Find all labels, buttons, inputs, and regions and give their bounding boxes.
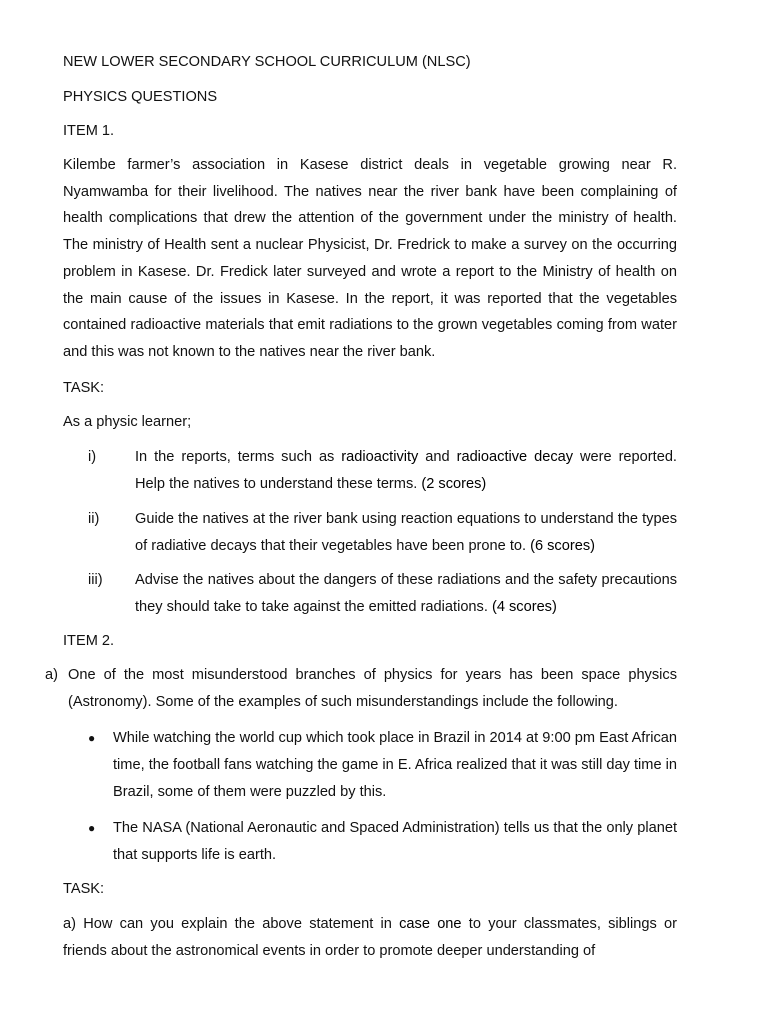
- question-text-part: and: [418, 449, 457, 465]
- question-number: i): [88, 449, 97, 465]
- item1-task-label: TASK:: [63, 380, 105, 396]
- question-text-part: In the reports, terms such as: [135, 449, 342, 465]
- item2-task-a: [63, 911, 677, 964]
- question-number: iii): [88, 572, 103, 588]
- part-a-text: One of the most misunderstood branches of physics for years has been space physics (Astronomy). Some of the examples of such misunderstandings include the following.: [68, 667, 677, 710]
- bullet-icon: ●: [88, 731, 96, 745]
- item2-heading: ITEM 2.: [63, 633, 115, 649]
- item1-scenario: Kilembe farmer’s association in Kasese district deals in vegetable growing near R. Nyamwamba for their livelihood. The natives near the river bank have been complaining of health complications that drew the attention of the government under the ministry of health. The ministry of Health sent a nuclear Physicist, Dr. Fredrick to make a survey on the occurring problem in Kasese. Dr. Fredick later surveyed and wrote a report to the Ministry of health on the main cause of the issues in Kasese. In the report, it was reported that the vegetables contained radioactive materials that emit radiations to the grown vegetables coming from water and this was not known to the natives near the river bank.: [63, 157, 677, 360]
- score-label: (4 scores): [491, 599, 557, 615]
- question-text: [135, 567, 677, 621]
- item1-heading: ITEM 1.: [63, 123, 115, 139]
- item2-task-label: TASK:: [63, 881, 105, 897]
- task-text-part: to your classmates, siblings or friends about the astronomical events in order to promote deeper understanding of: [63, 916, 677, 959]
- score-label: (6 scores): [530, 538, 595, 554]
- question-text-part: were reported. Help the natives to understand these terms.: [135, 449, 677, 492]
- question-text-part: Advise the natives about the dangers of these radiations and the safety precautions they should take to take against the emitted radiations.: [135, 572, 677, 615]
- question-text: [135, 444, 677, 498]
- document-title: NEW LOWER SECONDARY SCHOOL CURRICULUM (NLSC): [63, 54, 471, 70]
- part-label: a): [45, 667, 58, 683]
- document-subtitle: PHYSICS QUESTIONS: [63, 89, 218, 105]
- item1-intro: As a physic learner;: [63, 414, 192, 430]
- question-text-part: Guide the natives at the river bank using reaction equations to understand the types of radiative decays that their vegetables have been prone to.: [135, 511, 677, 554]
- key-term: radioactive decay: [456, 449, 574, 465]
- list-item-text: The NASA (National Aeronautic and Spaced Administration) tells us that the only planet that supports life is earth.: [113, 820, 677, 863]
- list-item-text: While watching the world cup which took place in Brazil in 2014 at 9:00 pm East African time, the football fans watching the game in E. Africa realized that it was still day time in Brazil, some of them were puzzled by this.: [113, 730, 677, 800]
- key-term: radioactivity: [341, 449, 419, 465]
- bullet-icon: ●: [88, 821, 96, 835]
- question-number: ii): [88, 511, 100, 527]
- score-label: (2 scores): [421, 476, 487, 492]
- key-term: case one: [399, 916, 462, 932]
- task-text-part: a) How can you explain the above statement in: [63, 916, 400, 932]
- question-text: [135, 506, 677, 560]
